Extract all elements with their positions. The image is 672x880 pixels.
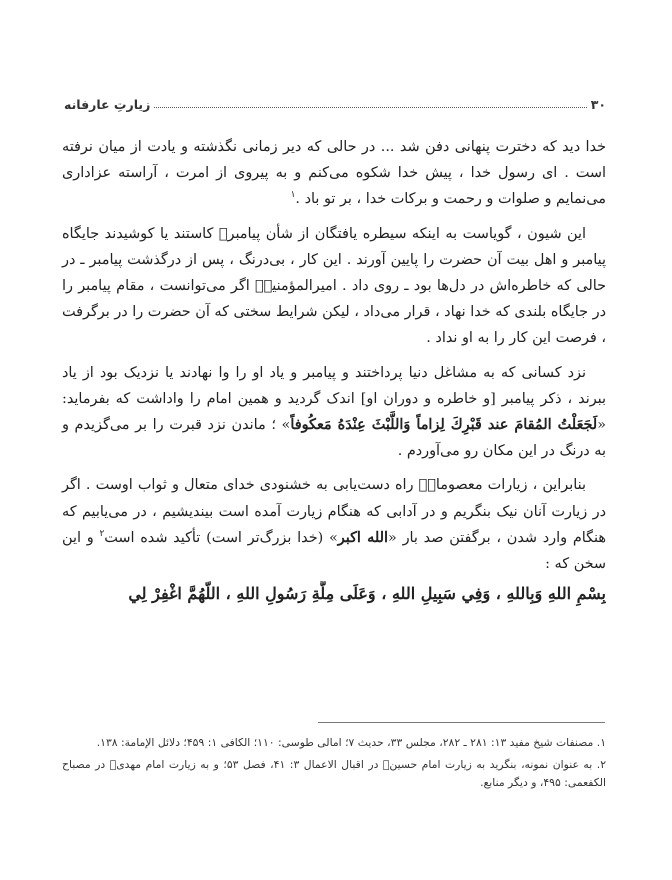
paragraph-2-text: این شیون ، گویاست به اینکه سیطره یافتگان از شأن پیامبرﷺ کاستند یا کوشیدند جایگاه پیامبر و اهل بیت آن حضرت را پایین آورند . این کار ، بی‌درنگ ، پس از درگذشت پیامبر ـ در حالی که خاطره‌اش در دل‌ها بود ـ روی داد . امیرالمؤمنینؑ اگر می‌توانست ، مقام پیامبر را در جایگاه بلندی که خدا نهاد ، قرار می‌داد ، لیکن شرایط سختی که آن حضرت را در برگرفت ، فرصت این کار را به او نداد .: [62, 225, 606, 347]
paragraph-1-text: خدا دید که دخترت پنهانی دفن شد ... در حالی که دیر زمانی نگذشته و یادت از میان نرفته است . ای رسول خدا ، پیش خدا شکوه می‌کنم و به پیروی از امرت ، آراسته عزاداری می‌نمایم و صلوات و رحمت و برکات خدا ، بر تو باد .: [62, 139, 606, 208]
header-dot-leader: [154, 107, 586, 108]
footnote-ref-2: ۲: [99, 529, 105, 540]
running-header: [64, 92, 606, 112]
paragraph-4: [62, 472, 606, 577]
arabic-quote: لَجَعَلْتُ المُقامَ عند قَبْرِكَ لِزاماً وَاللَّبْثَ عِنْدَهُ مَعكُوفاً: [290, 416, 598, 434]
body-text: [62, 134, 606, 607]
paragraph-2: [62, 221, 606, 352]
footnote-1: ۱. مصنفات شیخ مفید ۱۳: ۲۸۱ ـ ۲۸۲، مجلس ۳۳، حدیث ۷؛ امالی طوسی: ۱۱۰؛ الکافی ۱: ۴۵۹؛ دلائل الإمامة: ۱۳۸.: [96, 736, 606, 749]
paragraph-1: [62, 134, 606, 213]
takbir-phrase: الله اکبر: [337, 528, 388, 546]
page-number: ۳۰: [590, 97, 606, 112]
paragraph-3: [62, 360, 606, 465]
paragraph-4-text-b: » (خدا بزرگ‌تر است) تأکید شده است: [104, 529, 338, 546]
paragraph-3-text-a: نزد کسانی که به مشاغل دنیا پرداختند و پیامبر و یاد او را وا نهادند یا نزدیک بود از یاد ببرند ، ذکر پیامبر [و خاطره و دوران او] اندک گردید و همین امام را واداشت که بفرماید: «: [62, 364, 607, 434]
footnotes: [62, 734, 606, 796]
paragraph-3-text-b: » ؛ ماندن نزد قبرت را بر می‌گزیدم و به درنگ در این مکان رو می‌آوردم .: [62, 417, 606, 460]
running-title: زیارتِ عارفانه: [64, 97, 151, 112]
footnote-2: ۲. به عنوان نمونه، بنگرید به زیارت امام حسینؑ در اقبال الاعمال ۳: ۴۱، فصل ۵۳؛ و به زیارت امام مهدیؑ در مصباح الکفعمی: ۴۹۵، و دیگر منابع.: [62, 758, 606, 789]
paragraph-4-text-c: و این سخن که :: [62, 529, 606, 573]
prayer-line: بِسْمِ اللهِ وَبِاللهِ ، وَفِي سَبِيلِ اللهِ ، وَعَلَى مِلَّةِ رَسُولِ اللهِ ، اللّهُمَّ اغْفِرْ لِي: [128, 584, 606, 604]
paragraph-4-text-a: بنابراین ، زیارات معصومانؑ راه دست‌یابی به خشنودی خدای متعال و ثواب اوست . اگر در زیارت آنان نیک بنگریم و در آدابی که هنگام زیارت آمده است بیندیشیم ، در می‌یابیم که هنگام وارد شدن ، برگفتن صد بار «: [62, 477, 606, 546]
footnote-ref-1: ۱: [290, 190, 296, 201]
footnote-separator: [318, 722, 605, 723]
